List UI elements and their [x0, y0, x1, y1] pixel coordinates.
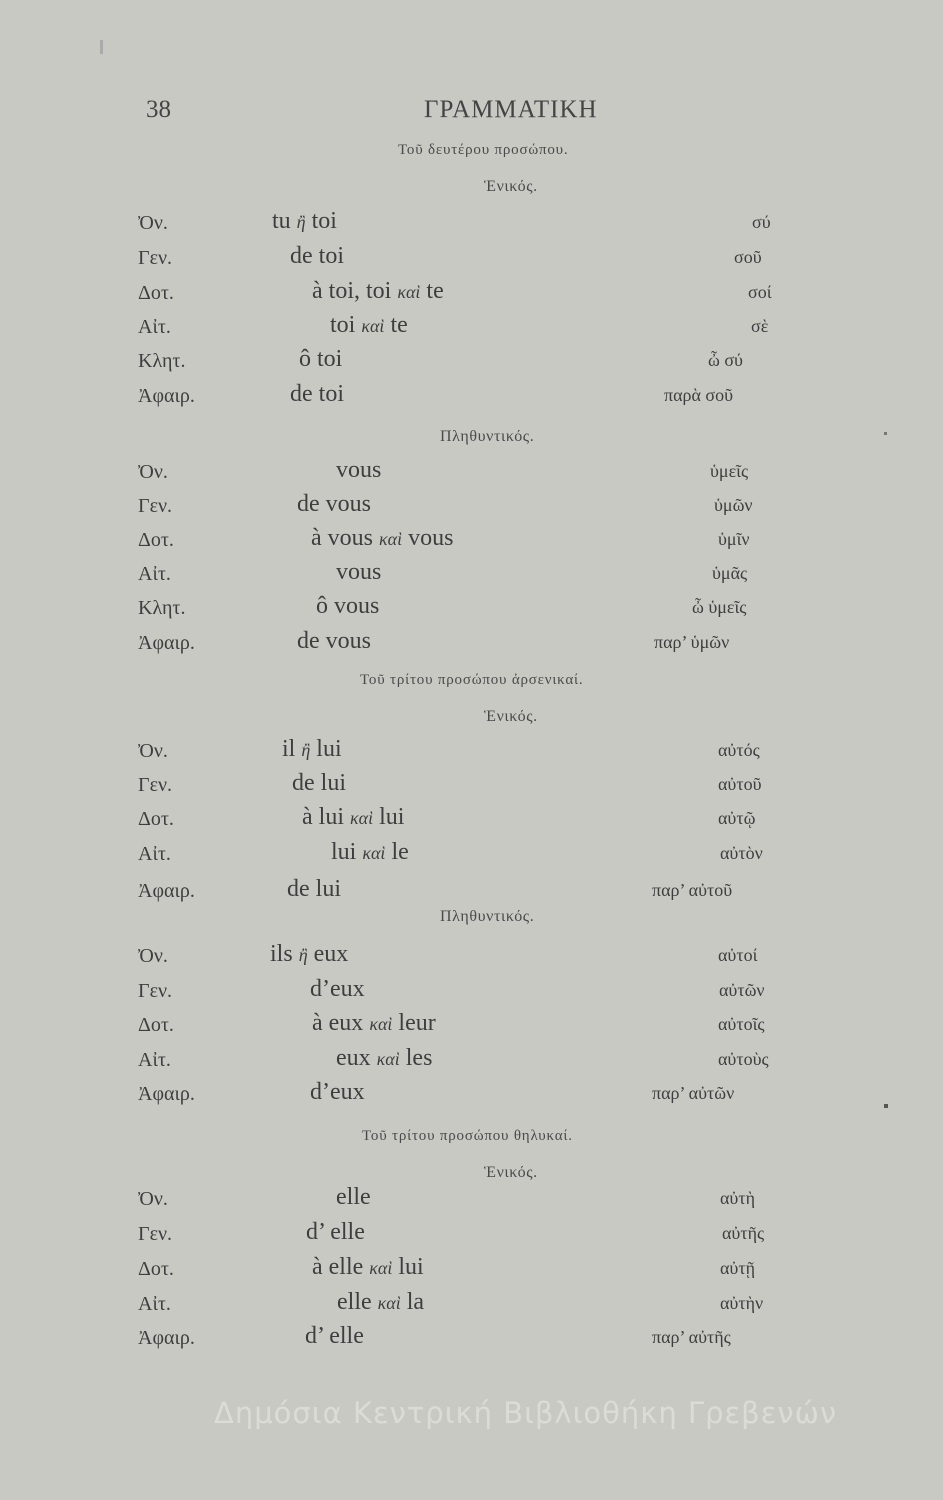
french-pronoun: de vous: [297, 628, 371, 654]
french-pronoun: tu: [272, 208, 291, 234]
french-pronoun: de lui: [292, 770, 346, 796]
case-label: Δοτ.: [138, 808, 174, 830]
french-pronoun: à vous: [311, 525, 373, 551]
french-pronoun: lui: [331, 839, 357, 865]
french-pronoun: elle: [336, 1184, 371, 1210]
conjunction: καὶ: [362, 843, 386, 863]
conjunction: ἢ: [296, 212, 306, 232]
french-form: [292, 770, 346, 797]
library-watermark: Δημόσια Κεντρική Βιβλιοθήκη Γρεβενών: [214, 1396, 838, 1430]
french-form: [311, 525, 453, 552]
french-form: [336, 1045, 432, 1072]
french-form: [297, 628, 371, 655]
greek-form: σοῦ: [734, 247, 762, 267]
greek-form: αὐτοῦ: [718, 774, 762, 794]
french-alt-pronoun: vous: [408, 525, 454, 551]
greek-form: παρὰ σοῦ: [664, 385, 734, 405]
case-label: Ὀν.: [138, 945, 168, 967]
french-form: [316, 593, 379, 620]
french-form: [336, 457, 381, 484]
case-label: Ὀν.: [138, 1188, 168, 1210]
french-form: [312, 1254, 424, 1281]
french-form: [290, 381, 344, 408]
case-label: Ἀφαιρ.: [138, 880, 195, 902]
french-form: [336, 1184, 371, 1211]
french-form: [287, 876, 341, 903]
french-alt-pronoun: lui: [316, 736, 342, 762]
case-label: Γεν.: [138, 774, 173, 796]
french-form: [306, 1219, 365, 1246]
french-pronoun: vous: [336, 457, 382, 483]
french-pronoun: de toi: [290, 243, 344, 269]
french-form: [331, 839, 409, 866]
greek-form: παρ’ αὐτῆς: [652, 1327, 731, 1347]
greek-form: ὦ σύ: [708, 350, 743, 370]
french-pronoun: vous: [336, 559, 382, 585]
french-pronoun: elle: [337, 1289, 372, 1315]
conjunction: καὶ: [369, 1014, 393, 1034]
greek-form: αὐτὸν: [720, 843, 763, 863]
french-pronoun: à eux: [312, 1010, 364, 1036]
conjunction: καὶ: [369, 1258, 393, 1278]
french-pronoun: d’ elle: [305, 1323, 364, 1349]
french-alt-pronoun: eux: [313, 941, 349, 967]
case-label: Ὀν.: [138, 212, 168, 234]
section-heading-third-masculine: Τοῦ τρίτου προσώπου ἀρσενικαί.: [360, 672, 584, 688]
number-label-plural: Πληθυντικός.: [440, 908, 535, 925]
french-pronoun: d’eux: [310, 1079, 365, 1105]
french-form: [290, 243, 344, 270]
scan-mark: [884, 432, 887, 435]
number-label-singular: Ἑνικός.: [484, 708, 538, 725]
greek-form: αὐτός: [718, 740, 760, 760]
french-form: [312, 1010, 436, 1037]
number-label-singular: Ἑνικός.: [484, 1164, 538, 1181]
conjunction: ἢ: [301, 740, 311, 760]
french-alt-pronoun: lui: [379, 804, 405, 830]
case-label: Ἀφαιρ.: [138, 1083, 195, 1105]
greek-form: αὐτὴν: [720, 1293, 764, 1313]
greek-form: σύ: [752, 212, 771, 232]
french-form: [337, 1289, 424, 1316]
case-label: Δοτ.: [138, 529, 174, 551]
greek-form: αὐτῇ: [720, 1258, 755, 1278]
french-pronoun: de vous: [297, 491, 371, 517]
case-label: Δοτ.: [138, 1258, 174, 1280]
french-form: [330, 312, 408, 339]
case-label: Αἰτ.: [138, 1049, 171, 1071]
conjunction: καὶ: [376, 1049, 400, 1069]
scan-mark: [884, 1104, 888, 1108]
number-label-singular: Ἑνικός.: [484, 178, 538, 195]
french-pronoun: ô vous: [316, 593, 380, 619]
french-pronoun: eux: [336, 1045, 371, 1071]
french-alt-pronoun: toi: [311, 208, 337, 234]
french-alt-pronoun: te: [390, 312, 408, 338]
greek-form: παρ’ αὐτῶν: [652, 1083, 735, 1103]
case-label: Αἰτ.: [138, 316, 171, 338]
case-label: Αἰτ.: [138, 1293, 171, 1315]
greek-form: παρ’ αὐτοῦ: [652, 880, 733, 900]
case-label: Αἰτ.: [138, 563, 171, 585]
french-alt-pronoun: te: [426, 278, 444, 304]
french-form: [297, 491, 371, 518]
case-label: Δοτ.: [138, 282, 174, 304]
greek-form: σοί: [748, 282, 772, 302]
greek-form: αὐτοὺς: [718, 1049, 769, 1069]
conjunction: καὶ: [377, 1293, 401, 1313]
french-form: [299, 346, 342, 373]
conjunction: καὶ: [350, 808, 374, 828]
greek-form: αὐτῷ: [718, 808, 756, 828]
french-pronoun: il: [282, 736, 296, 762]
case-label: Αἰτ.: [138, 843, 171, 865]
french-form: [310, 976, 365, 1003]
french-alt-pronoun: lui: [398, 1254, 424, 1280]
conjunction: καὶ: [379, 529, 403, 549]
greek-form: ὑμῶν: [714, 495, 753, 515]
greek-form: παρ’ ὑμῶν: [654, 632, 730, 652]
page-number: 38: [146, 96, 171, 123]
number-label-plural: Πληθυντικός.: [440, 428, 535, 445]
french-pronoun: toi: [330, 312, 356, 338]
case-label: Κλητ.: [138, 597, 186, 619]
case-label: Γεν.: [138, 495, 173, 517]
case-label: Ὀν.: [138, 461, 168, 483]
conjunction: καὶ: [397, 282, 421, 302]
case-label: Κλητ.: [138, 350, 186, 372]
greek-form: αὐτῶν: [719, 980, 765, 1000]
french-alt-pronoun: les: [405, 1045, 433, 1071]
french-form: [270, 941, 348, 968]
conjunction: καὶ: [361, 316, 385, 336]
running-title: ΓΡΑΜΜΑΤΙΚΗ: [424, 96, 598, 123]
french-form: [305, 1323, 364, 1350]
french-pronoun: de lui: [287, 876, 341, 902]
french-form: [336, 559, 381, 586]
french-alt-pronoun: la: [406, 1289, 425, 1315]
case-label: Γεν.: [138, 980, 173, 1002]
french-form: [302, 804, 404, 831]
french-form: [310, 1079, 365, 1106]
section-heading-third-feminine: Τοῦ τρίτου προσώπου θηλυκαί.: [362, 1128, 573, 1144]
french-pronoun: ils: [270, 941, 293, 967]
greek-form: ὑμεῖς: [710, 461, 749, 481]
french-pronoun: à toi, toi: [312, 278, 392, 304]
greek-form: σὲ: [751, 316, 769, 336]
french-pronoun: d’eux: [310, 976, 365, 1002]
french-alt-pronoun: le: [391, 839, 409, 865]
case-label: Δοτ.: [138, 1014, 174, 1036]
case-label: Ἀφαιρ.: [138, 1327, 195, 1349]
greek-form: ὑμῖν: [718, 529, 750, 549]
greek-form: αὐτοῖς: [718, 1014, 765, 1034]
french-pronoun: à lui: [302, 804, 344, 830]
french-pronoun: à elle: [312, 1254, 364, 1280]
case-label: Γεν.: [138, 1223, 173, 1245]
case-label: Γεν.: [138, 247, 173, 269]
french-pronoun: de toi: [290, 381, 344, 407]
french-pronoun: d’ elle: [306, 1219, 365, 1245]
case-label: Ἀφαιρ.: [138, 385, 195, 407]
french-pronoun: ô toi: [299, 346, 343, 372]
greek-form: αὐτοί: [718, 945, 758, 965]
french-form: [272, 208, 337, 235]
french-form: [312, 278, 444, 305]
greek-form: ὦ ὑμεῖς: [692, 597, 747, 617]
case-label: Ὀν.: [138, 740, 168, 762]
scan-mark: [100, 40, 103, 54]
french-form: [282, 736, 342, 763]
greek-form: ὑμᾶς: [712, 563, 748, 583]
greek-form: αὐτῆς: [722, 1223, 765, 1243]
case-label: Ἀφαιρ.: [138, 632, 195, 654]
section-heading-second-person: Τοῦ δευτέρου προσώπου.: [398, 142, 569, 158]
greek-form: αὐτὴ: [720, 1188, 755, 1208]
french-alt-pronoun: leur: [398, 1010, 436, 1036]
conjunction: ἢ: [298, 945, 308, 965]
